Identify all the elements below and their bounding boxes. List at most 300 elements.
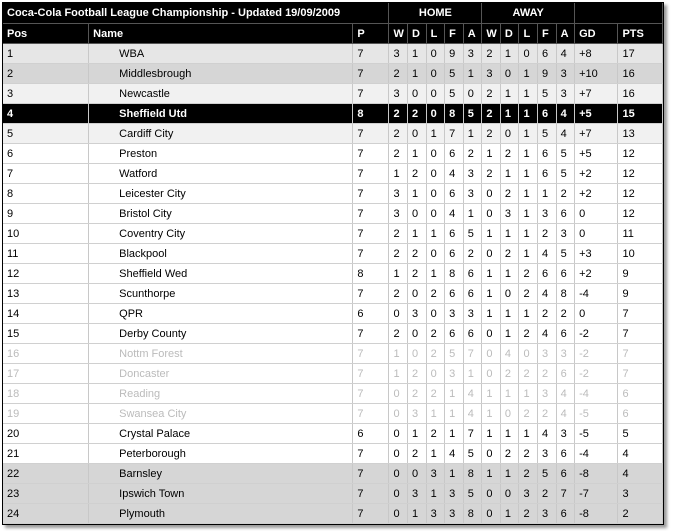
away-drawn-cell: 1 — [500, 44, 519, 64]
team-name-cell: Scunthorpe — [89, 284, 353, 304]
home-drawn-cell: 2 — [408, 104, 427, 124]
points-cell: 4 — [618, 464, 663, 484]
position-cell: 14 — [3, 304, 89, 324]
table-row — [3, 464, 663, 484]
points-cell: 6 — [618, 384, 663, 404]
table-row — [3, 284, 663, 304]
away-lost-cell: 1 — [519, 244, 538, 264]
away-drawn-cell: 1 — [500, 164, 519, 184]
away-drawn-cell: 4 — [500, 344, 519, 364]
played-cell: 6 — [353, 424, 389, 444]
home-against-cell: 4 — [463, 404, 482, 424]
home-against-cell: 6 — [463, 264, 482, 284]
home-against-cell: 5 — [463, 224, 482, 244]
played-cell: 7 — [353, 384, 389, 404]
title-row — [3, 3, 663, 24]
away-for-cell: 3 — [538, 384, 557, 404]
away-for-cell: 3 — [538, 444, 557, 464]
away-drawn-cell: 2 — [500, 144, 519, 164]
away-drawn-cell: 0 — [500, 124, 519, 144]
played-cell: 7 — [353, 504, 389, 524]
away-won-cell: 2 — [482, 124, 501, 144]
home-lost-cell: 2 — [426, 284, 445, 304]
points-cell: 2 — [618, 504, 663, 524]
home-against-cell: 1 — [463, 124, 482, 144]
home-drawn-cell: 2 — [408, 264, 427, 284]
away-won-cell: 2 — [482, 44, 501, 64]
goal-difference-cell: +5 — [575, 104, 618, 124]
away-against-cell: 5 — [556, 244, 575, 264]
away-drawn-cell: 1 — [500, 424, 519, 444]
goal-difference-cell: +5 — [575, 144, 618, 164]
home-won-cell: 0 — [389, 464, 408, 484]
home-lost-cell: 0 — [426, 364, 445, 384]
played-cell: 7 — [353, 324, 389, 344]
played-cell: 7 — [353, 124, 389, 144]
home-against-cell: 7 — [463, 344, 482, 364]
away-for-cell: 3 — [538, 204, 557, 224]
team-name-cell: Sheffield Wed — [89, 264, 353, 284]
home-lost-cell: 0 — [426, 244, 445, 264]
played-cell: 6 — [353, 304, 389, 324]
home-drawn-cell: 1 — [408, 44, 427, 64]
header-home-for: F — [445, 24, 464, 44]
home-against-cell: 8 — [463, 504, 482, 524]
table-row — [3, 424, 663, 444]
goal-difference-cell: -8 — [575, 504, 618, 524]
away-for-cell: 6 — [538, 104, 557, 124]
home-won-cell: 0 — [389, 384, 408, 404]
played-cell: 7 — [353, 84, 389, 104]
played-cell: 8 — [353, 264, 389, 284]
away-won-cell: 1 — [482, 144, 501, 164]
away-for-cell: 2 — [538, 304, 557, 324]
position-cell: 18 — [3, 384, 89, 404]
home-against-cell: 1 — [463, 364, 482, 384]
home-for-cell: 8 — [445, 264, 464, 284]
header-points: PTS — [618, 24, 663, 44]
position-cell: 16 — [3, 344, 89, 364]
away-for-cell: 9 — [538, 64, 557, 84]
home-for-cell: 6 — [445, 244, 464, 264]
home-drawn-cell: 0 — [408, 324, 427, 344]
table-row — [3, 384, 663, 404]
away-for-cell: 4 — [538, 244, 557, 264]
header-played: P — [353, 24, 389, 44]
away-drawn-cell: 1 — [500, 304, 519, 324]
position-cell: 24 — [3, 504, 89, 524]
away-for-cell: 6 — [538, 144, 557, 164]
home-drawn-cell: 0 — [408, 344, 427, 364]
league-table-frame — [2, 2, 664, 525]
away-lost-cell: 2 — [519, 464, 538, 484]
away-won-cell: 1 — [482, 304, 501, 324]
away-against-cell: 6 — [556, 444, 575, 464]
goal-difference-cell: 0 — [575, 224, 618, 244]
away-lost-cell: 1 — [519, 124, 538, 144]
home-drawn-cell: 1 — [408, 224, 427, 244]
home-drawn-cell: 1 — [408, 144, 427, 164]
team-name-cell: Doncaster — [89, 364, 353, 384]
played-cell: 7 — [353, 484, 389, 504]
header-name: Name — [89, 24, 353, 44]
home-won-cell: 1 — [389, 264, 408, 284]
home-against-cell: 5 — [463, 444, 482, 464]
team-name-cell: QPR — [89, 304, 353, 324]
table-row — [3, 404, 663, 424]
played-cell: 7 — [353, 164, 389, 184]
home-for-cell: 5 — [445, 344, 464, 364]
home-lost-cell: 0 — [426, 144, 445, 164]
away-against-cell: 6 — [556, 364, 575, 384]
table-row — [3, 444, 663, 464]
home-against-cell: 5 — [463, 484, 482, 504]
goal-difference-cell: +2 — [575, 184, 618, 204]
team-name-cell: Bristol City — [89, 204, 353, 224]
away-lost-cell: 1 — [519, 64, 538, 84]
team-name-cell: WBA — [89, 44, 353, 64]
away-lost-cell: 2 — [519, 364, 538, 384]
home-lost-cell: 1 — [426, 124, 445, 144]
home-won-cell: 0 — [389, 444, 408, 464]
home-drawn-cell: 2 — [408, 384, 427, 404]
position-cell: 5 — [3, 124, 89, 144]
home-for-cell: 1 — [445, 404, 464, 424]
away-lost-cell: 2 — [519, 444, 538, 464]
position-cell: 12 — [3, 264, 89, 284]
home-against-cell: 3 — [463, 304, 482, 324]
away-drawn-cell: 1 — [500, 504, 519, 524]
table-row — [3, 104, 663, 124]
home-for-cell: 6 — [445, 184, 464, 204]
home-against-cell: 4 — [463, 384, 482, 404]
away-against-cell: 4 — [556, 104, 575, 124]
away-won-cell: 0 — [482, 204, 501, 224]
away-lost-cell: 1 — [519, 104, 538, 124]
table-row — [3, 164, 663, 184]
team-name-cell: Barnsley — [89, 464, 353, 484]
away-drawn-cell: 1 — [500, 104, 519, 124]
away-won-cell: 0 — [482, 344, 501, 364]
home-lost-cell: 0 — [426, 204, 445, 224]
goal-difference-cell: -4 — [575, 284, 618, 304]
table-row — [3, 264, 663, 284]
home-lost-cell: 0 — [426, 44, 445, 64]
header-away-won: W — [482, 24, 501, 44]
away-drawn-cell: 0 — [500, 484, 519, 504]
away-for-cell: 4 — [538, 424, 557, 444]
position-cell: 17 — [3, 364, 89, 384]
away-won-cell: 2 — [482, 84, 501, 104]
header-away-against: A — [556, 24, 575, 44]
away-for-cell: 5 — [538, 124, 557, 144]
played-cell: 7 — [353, 344, 389, 364]
position-cell: 20 — [3, 424, 89, 444]
played-cell: 7 — [353, 364, 389, 384]
team-name-cell: Cardiff City — [89, 124, 353, 144]
home-won-cell: 1 — [389, 164, 408, 184]
team-name-cell: Preston — [89, 144, 353, 164]
goal-difference-cell: +10 — [575, 64, 618, 84]
away-lost-cell: 2 — [519, 404, 538, 424]
points-cell: 7 — [618, 324, 663, 344]
away-lost-cell: 2 — [519, 284, 538, 304]
home-drawn-cell: 1 — [408, 504, 427, 524]
home-lost-cell: 3 — [426, 464, 445, 484]
table-row — [3, 224, 663, 244]
points-cell: 9 — [618, 284, 663, 304]
played-cell: 7 — [353, 64, 389, 84]
team-name-cell: Reading — [89, 384, 353, 404]
home-won-cell: 0 — [389, 484, 408, 504]
away-drawn-cell: 1 — [500, 224, 519, 244]
home-for-cell: 7 — [445, 124, 464, 144]
header-away-drawn: D — [500, 24, 519, 44]
team-name-cell: Nottm Forest — [89, 344, 353, 364]
position-cell: 23 — [3, 484, 89, 504]
away-for-cell: 2 — [538, 364, 557, 384]
home-won-cell: 1 — [389, 344, 408, 364]
team-name-cell: Peterborough — [89, 444, 353, 464]
home-drawn-cell: 3 — [408, 404, 427, 424]
away-lost-cell: 1 — [519, 304, 538, 324]
away-won-cell: 1 — [482, 384, 501, 404]
played-cell: 7 — [353, 444, 389, 464]
table-row — [3, 64, 663, 84]
table-row — [3, 44, 663, 64]
home-lost-cell: 0 — [426, 184, 445, 204]
away-for-cell: 2 — [538, 404, 557, 424]
away-drawn-cell: 1 — [500, 264, 519, 284]
home-for-cell: 5 — [445, 84, 464, 104]
away-group-header: AWAY — [482, 3, 575, 24]
home-for-cell: 6 — [445, 224, 464, 244]
away-drawn-cell: 1 — [500, 324, 519, 344]
away-drawn-cell: 3 — [500, 204, 519, 224]
home-lost-cell: 2 — [426, 344, 445, 364]
home-lost-cell: 0 — [426, 164, 445, 184]
away-drawn-cell: 0 — [500, 284, 519, 304]
home-won-cell: 0 — [389, 304, 408, 324]
away-won-cell: 0 — [482, 364, 501, 384]
home-won-cell: 3 — [389, 184, 408, 204]
home-lost-cell: 0 — [426, 84, 445, 104]
away-lost-cell: 2 — [519, 264, 538, 284]
header-goal-difference: GD — [575, 24, 618, 44]
position-cell: 3 — [3, 84, 89, 104]
position-cell: 1 — [3, 44, 89, 64]
team-name-cell: Coventry City — [89, 224, 353, 244]
home-won-cell: 0 — [389, 504, 408, 524]
table-row — [3, 124, 663, 144]
away-drawn-cell: 1 — [500, 384, 519, 404]
away-against-cell: 7 — [556, 484, 575, 504]
home-drawn-cell: 1 — [408, 64, 427, 84]
position-cell: 21 — [3, 444, 89, 464]
team-name-cell: Derby County — [89, 324, 353, 344]
home-won-cell: 2 — [389, 224, 408, 244]
header-home-won: W — [389, 24, 408, 44]
home-for-cell: 9 — [445, 44, 464, 64]
position-cell: 7 — [3, 164, 89, 184]
table-row — [3, 204, 663, 224]
away-lost-cell: 1 — [519, 164, 538, 184]
home-lost-cell: 0 — [426, 304, 445, 324]
points-cell: 16 — [618, 64, 663, 84]
goal-difference-cell: -4 — [575, 384, 618, 404]
points-cell: 12 — [618, 204, 663, 224]
team-name-cell: Sheffield Utd — [89, 104, 353, 124]
home-drawn-cell: 3 — [408, 304, 427, 324]
away-against-cell: 3 — [556, 84, 575, 104]
home-drawn-cell: 0 — [408, 204, 427, 224]
home-lost-cell: 1 — [426, 444, 445, 464]
position-cell: 22 — [3, 464, 89, 484]
away-lost-cell: 1 — [519, 184, 538, 204]
goal-difference-cell: -7 — [575, 484, 618, 504]
away-won-cell: 1 — [482, 284, 501, 304]
goal-difference-cell: +2 — [575, 164, 618, 184]
column-header-row — [3, 24, 663, 44]
home-lost-cell: 3 — [426, 504, 445, 524]
away-won-cell: 0 — [482, 324, 501, 344]
home-lost-cell: 1 — [426, 224, 445, 244]
away-lost-cell: 0 — [519, 44, 538, 64]
home-drawn-cell: 0 — [408, 124, 427, 144]
home-drawn-cell: 0 — [408, 464, 427, 484]
home-won-cell: 2 — [389, 324, 408, 344]
home-against-cell: 1 — [463, 204, 482, 224]
home-for-cell: 3 — [445, 484, 464, 504]
header-home-drawn: D — [408, 24, 427, 44]
team-name-cell: Middlesbrough — [89, 64, 353, 84]
home-for-cell: 3 — [445, 504, 464, 524]
played-cell: 7 — [353, 244, 389, 264]
home-against-cell: 3 — [463, 164, 482, 184]
away-for-cell: 1 — [538, 184, 557, 204]
away-against-cell: 5 — [556, 144, 575, 164]
position-cell: 11 — [3, 244, 89, 264]
team-name-cell: Ipswich Town — [89, 484, 353, 504]
team-name-cell: Crystal Palace — [89, 424, 353, 444]
away-against-cell: 8 — [556, 284, 575, 304]
home-for-cell: 5 — [445, 64, 464, 84]
points-cell: 17 — [618, 44, 663, 64]
header-away-lost: L — [519, 24, 538, 44]
table-row — [3, 304, 663, 324]
away-lost-cell: 2 — [519, 324, 538, 344]
header-home-lost: L — [426, 24, 445, 44]
away-for-cell: 4 — [538, 324, 557, 344]
position-cell: 8 — [3, 184, 89, 204]
home-won-cell: 2 — [389, 244, 408, 264]
header-pos: Pos — [3, 24, 89, 44]
away-for-cell: 2 — [538, 484, 557, 504]
points-cell: 15 — [618, 104, 663, 124]
away-won-cell: 0 — [482, 184, 501, 204]
away-lost-cell: 1 — [519, 144, 538, 164]
away-against-cell: 6 — [556, 504, 575, 524]
home-drawn-cell: 2 — [408, 244, 427, 264]
home-for-cell: 1 — [445, 424, 464, 444]
away-lost-cell: 0 — [519, 344, 538, 364]
points-cell: 7 — [618, 304, 663, 324]
table-row — [3, 484, 663, 504]
table-row — [3, 184, 663, 204]
away-against-cell: 3 — [556, 344, 575, 364]
position-cell: 6 — [3, 144, 89, 164]
away-against-cell: 4 — [556, 404, 575, 424]
away-against-cell: 3 — [556, 224, 575, 244]
table-row — [3, 344, 663, 364]
home-drawn-cell: 2 — [408, 444, 427, 464]
away-drawn-cell: 1 — [500, 464, 519, 484]
home-drawn-cell: 0 — [408, 84, 427, 104]
away-drawn-cell: 2 — [500, 184, 519, 204]
home-drawn-cell: 2 — [408, 364, 427, 384]
home-for-cell: 6 — [445, 144, 464, 164]
team-name-cell: Watford — [89, 164, 353, 184]
away-won-cell: 0 — [482, 504, 501, 524]
away-against-cell: 5 — [556, 164, 575, 184]
away-won-cell: 1 — [482, 264, 501, 284]
away-for-cell: 4 — [538, 284, 557, 304]
away-won-cell: 0 — [482, 244, 501, 264]
played-cell: 7 — [353, 404, 389, 424]
home-against-cell: 2 — [463, 244, 482, 264]
home-group-header: HOME — [389, 3, 482, 24]
position-cell: 13 — [3, 284, 89, 304]
home-against-cell: 0 — [463, 84, 482, 104]
home-lost-cell: 2 — [426, 424, 445, 444]
title-spacer — [575, 3, 663, 24]
home-for-cell: 4 — [445, 204, 464, 224]
points-cell: 12 — [618, 184, 663, 204]
points-cell: 6 — [618, 404, 663, 424]
away-won-cell: 2 — [482, 104, 501, 124]
away-drawn-cell: 1 — [500, 84, 519, 104]
away-for-cell: 2 — [538, 224, 557, 244]
played-cell: 7 — [353, 184, 389, 204]
team-name-cell: Newcastle — [89, 84, 353, 104]
away-against-cell: 4 — [556, 124, 575, 144]
away-won-cell: 0 — [482, 444, 501, 464]
home-won-cell: 3 — [389, 204, 408, 224]
home-against-cell: 6 — [463, 324, 482, 344]
home-lost-cell: 2 — [426, 384, 445, 404]
league-table — [3, 3, 663, 524]
away-against-cell: 6 — [556, 464, 575, 484]
home-lost-cell: 2 — [426, 324, 445, 344]
goal-difference-cell: -4 — [575, 444, 618, 464]
away-won-cell: 2 — [482, 164, 501, 184]
home-lost-cell: 0 — [426, 64, 445, 84]
away-won-cell: 1 — [482, 224, 501, 244]
home-against-cell: 1 — [463, 64, 482, 84]
goal-difference-cell: +7 — [575, 124, 618, 144]
home-against-cell: 3 — [463, 44, 482, 64]
table-row — [3, 324, 663, 344]
home-for-cell: 1 — [445, 464, 464, 484]
table-row — [3, 364, 663, 384]
away-for-cell: 6 — [538, 264, 557, 284]
played-cell: 8 — [353, 104, 389, 124]
home-won-cell: 3 — [389, 44, 408, 64]
position-cell: 4 — [3, 104, 89, 124]
table-row — [3, 84, 663, 104]
home-lost-cell: 1 — [426, 484, 445, 504]
played-cell: 7 — [353, 44, 389, 64]
